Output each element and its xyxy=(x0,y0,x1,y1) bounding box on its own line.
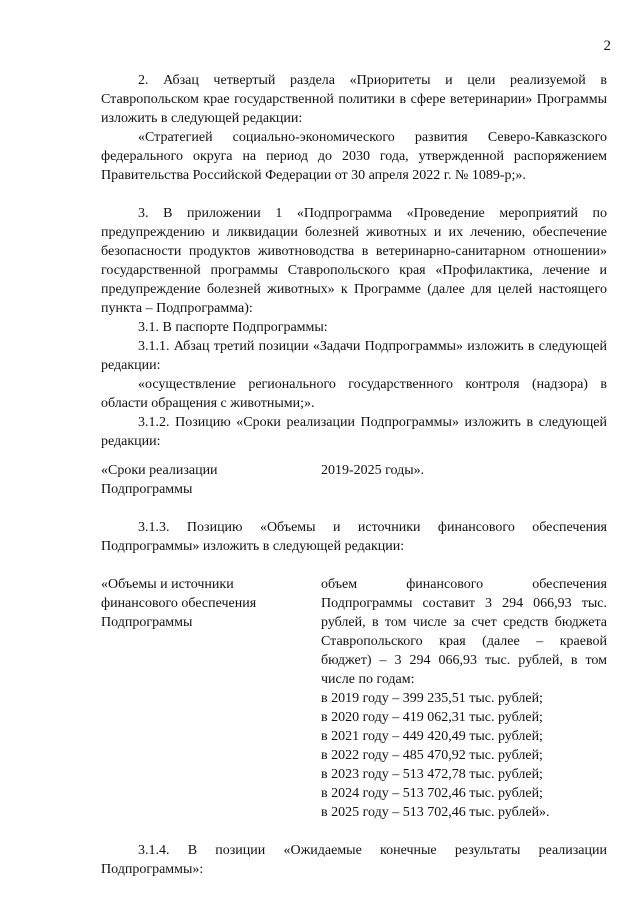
document-body xyxy=(101,71,607,879)
funding-label xyxy=(101,575,321,632)
terms-table xyxy=(101,461,607,499)
paragraph-3-1-4: 3.1.4. В позиции «Ожидаемые конечные результаты реализации Подпрограммы»: xyxy=(101,843,607,877)
terms-label xyxy=(101,461,321,499)
funding-summary: объем финансового обеспечения Подпрограммы составит 3 294 066,93 тыс. рублей, в том числе за счет средств бюджета Ставропольского края (далее – краевой бюджет) – 3 294 066,93 тыс. рублей, в том числе по годам: xyxy=(321,577,607,687)
paragraph-2-quote: «Стратегией социально-экономического развития Северо-Кавказского федерального округа на период до 2030 года, утвержденной распоряжением Правительства Российской Федерации от 30 апреля 2022 г. № 1089-р;». xyxy=(101,130,607,183)
paragraph-3-1-3: 3.1.3. Позицию «Объемы и источники финансового обеспечения Подпрограммы» изложить в следующей редакции: xyxy=(101,520,607,554)
page-number: 2 xyxy=(603,38,611,54)
terms-label-line-2: Подпрограммы xyxy=(101,482,193,497)
funding-year-item: в 2020 году – 419 062,31 тыс. рублей; xyxy=(321,710,543,725)
paragraph-3-1: 3.1. В паспорте Подпрограммы: xyxy=(138,320,328,335)
funding-table xyxy=(101,575,607,822)
funding-label-line-1: «Объемы и источники xyxy=(101,577,234,592)
paragraph-3-1-1: 3.1.1. Абзац третий позиции «Задачи Подпрограммы» изложить в следующей редакции: xyxy=(101,339,607,373)
funding-year-item: в 2024 году – 513 702,46 тыс. рублей; xyxy=(321,786,543,801)
paragraph-2-intro: 2. Абзац четвертый раздела «Приоритеты и цели реализуемой в Ставропольском крае государственной политики в сфере ветеринарии» Программы изложить в следующей редакции: xyxy=(101,73,607,126)
funding-label-line-3: Подпрограммы xyxy=(101,615,193,630)
terms-value: 2019-2025 годы». xyxy=(321,463,425,478)
funding-years-list xyxy=(321,689,607,822)
paragraph-3-intro: 3. В приложении 1 «Подпрограмма «Проведение мероприятий по предупреждению и ликвидации болезней животных и их лечению, обеспечение безопасности продуктов животноводства в ветеринарно-санитарном отношении» государственной программы Ставропольского края «Профилактика, лечение и предупреждение болезней животных» к Программе (далее для целей настоящего пункта – Подпрограмма): xyxy=(101,206,607,316)
funding-year-item: в 2022 году – 485 470,92 тыс. рублей; xyxy=(321,748,543,763)
paragraph-3-1-1-quote: «осуществление регионального государственного контроля (надзора) в области обращения с животными;». xyxy=(101,377,607,411)
funding-year-item: в 2021 году – 449 420,49 тыс. рублей; xyxy=(321,729,543,744)
funding-year-item: в 2025 году – 513 702,46 тыс. рублей». xyxy=(321,805,550,820)
paragraph-3-1-2: 3.1.2. Позицию «Сроки реализации Подпрограммы» изложить в следующей редакции: xyxy=(101,415,607,449)
funding-label-line-2: финансового обеспечения xyxy=(101,596,257,611)
terms-label-line-1: «Сроки реализации xyxy=(101,463,218,478)
funding-value xyxy=(321,575,607,822)
funding-year-item: в 2019 году – 399 235,51 тыс. рублей; xyxy=(321,691,543,706)
funding-year-item: в 2023 году – 513 472,78 тыс. рублей; xyxy=(321,767,543,782)
